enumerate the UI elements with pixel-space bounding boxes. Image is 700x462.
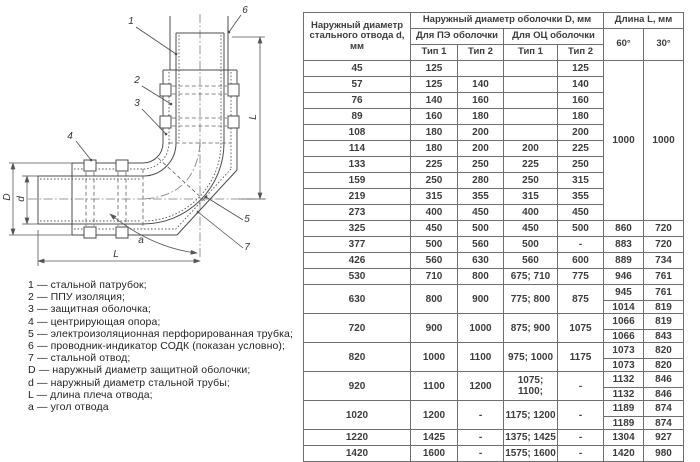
legend-list [28, 279, 293, 413]
table-cell: 560 [411, 253, 458, 269]
table-cell: 225 [411, 157, 458, 173]
table-cell [504, 77, 558, 93]
table-cell: 889 [604, 253, 644, 269]
table-cell [504, 109, 558, 125]
table-cell: 883 [604, 237, 644, 253]
table-row [304, 269, 684, 285]
table-cell: 1066 [604, 330, 644, 343]
table-cell: 225 [504, 157, 558, 173]
elbow-technical-drawing [0, 0, 300, 276]
table-row [304, 446, 684, 462]
table-cell: 875 [558, 285, 604, 314]
table-cell: 900 [458, 285, 504, 314]
table-cell: 160 [411, 109, 458, 125]
table-cell: 560 [504, 253, 558, 269]
table-cell: - [558, 372, 604, 401]
table-cell: 1420 [604, 446, 644, 462]
table-cell: 530 [304, 269, 411, 285]
table-cell: 1000 [644, 61, 684, 221]
callout-7 [197, 211, 251, 253]
table-cell: 874 [644, 417, 684, 430]
table-cell: 980 [644, 446, 684, 462]
table-cell: - [458, 446, 504, 462]
table-cell: 1132 [604, 388, 644, 401]
table-cell: 315 [504, 189, 558, 205]
table-cell: 946 [604, 269, 644, 285]
table-cell: 377 [304, 237, 411, 253]
table-cell: 720 [644, 237, 684, 253]
centering-supports [84, 84, 239, 238]
table-cell: 180 [411, 125, 458, 141]
table-cell: 1175 [558, 343, 604, 372]
table-cell: 108 [304, 125, 411, 141]
table-cell: 140 [411, 93, 458, 109]
table-cell: 250 [411, 173, 458, 189]
table-cell: 355 [458, 189, 504, 205]
table-cell: 250 [458, 157, 504, 173]
legend-item-4: 4 — центрирующая опора; [28, 315, 161, 328]
table-cell: - [558, 430, 604, 446]
table-cell: 125 [558, 61, 604, 77]
table-cell: 846 [644, 372, 684, 388]
table-cell: 1073 [604, 359, 644, 372]
callout-5-label: 5 [244, 214, 250, 225]
legend-item-L: L — длина плеча отвода; [28, 388, 153, 401]
table-cell: 1132 [604, 372, 644, 388]
table-row [304, 372, 684, 388]
legend-item-1: 1 — стальной патрубок; [28, 279, 147, 291]
table-cell: 820 [644, 343, 684, 359]
table-cell: 900 [411, 314, 458, 343]
table-cell: 1189 [604, 401, 644, 417]
table-cell: 560 [458, 237, 504, 253]
table-cell: 133 [304, 157, 411, 173]
table-cell: 180 [458, 109, 504, 125]
table-cell: 450 [411, 221, 458, 237]
dim-label-d: d [16, 196, 27, 202]
table-cell: 819 [644, 314, 684, 330]
header-cell-30deg: 30° [644, 29, 684, 61]
table-cell: 57 [304, 77, 411, 93]
table-cell: 630 [304, 285, 411, 314]
header-cell-type2: Тип 2 [458, 45, 504, 61]
table-cell: 315 [558, 173, 604, 189]
table-cell: 675; 710 [504, 269, 558, 285]
table-row [304, 314, 684, 330]
table-cell: 720 [304, 314, 411, 343]
table-cell: 250 [558, 157, 604, 173]
table-cell: 500 [411, 237, 458, 253]
centerlines [28, 14, 266, 258]
table-cell: 630 [458, 253, 504, 269]
table-row [304, 237, 684, 253]
table-cell: 860 [604, 221, 644, 237]
table-cell: 1075 [558, 314, 604, 343]
table-cell: 200 [504, 141, 558, 157]
table-cell: 200 [458, 125, 504, 141]
table-row [304, 401, 684, 417]
table-cell: 1014 [604, 301, 644, 314]
callout-5 [205, 196, 251, 225]
table-cell: 1420 [304, 446, 411, 462]
callout-3-label: 3 [134, 98, 140, 109]
callout-4-label: 4 [67, 131, 73, 142]
header-cell-oc: Для ОЦ оболочки [504, 29, 604, 45]
table-cell: 775 [558, 269, 604, 285]
table-cell: 710 [411, 269, 458, 285]
header-cell-d: Наружный диаметр стального отвода d, мм [304, 13, 411, 61]
header-cell-60deg: 60° [604, 29, 644, 61]
table-cell: 1000 [604, 61, 644, 221]
table-cell: 125 [411, 61, 458, 77]
callout-4 [67, 131, 92, 161]
table-cell: 180 [558, 109, 604, 125]
table-cell: 400 [411, 205, 458, 221]
table-row [304, 343, 684, 359]
legend-item-5: 5 — электроизоляционная перфорированная трубка; [28, 327, 293, 340]
table-cell: 140 [458, 77, 504, 93]
table-cell: 140 [558, 77, 604, 93]
table-cell: 761 [644, 269, 684, 285]
dim-label-angle: a [138, 235, 144, 246]
table-cell: 225 [558, 141, 604, 157]
pipe-outline [38, 16, 237, 235]
table-cell: 1073 [604, 343, 644, 359]
table-cell: 945 [604, 285, 644, 301]
dimensions-table [303, 12, 684, 462]
legend-item-2: 2 — ППУ изоляция; [28, 291, 126, 304]
table-cell: - [558, 446, 604, 462]
table-cell: 160 [458, 93, 504, 109]
table-cell: 450 [504, 221, 558, 237]
table-cell: 450 [458, 205, 504, 221]
header-cell-type2: Тип 2 [558, 45, 604, 61]
table-cell: 1189 [604, 417, 644, 430]
table-cell: 219 [304, 189, 411, 205]
table-cell: 1175; 1200 [504, 401, 558, 430]
table-cell: 45 [304, 61, 411, 77]
table-cell: 180 [411, 141, 458, 157]
table-row [304, 430, 684, 446]
table-cell: 160 [558, 93, 604, 109]
table-cell: 250 [504, 173, 558, 189]
dim-label-L-vertical: L [248, 114, 259, 120]
table-cell: 800 [411, 285, 458, 314]
table-cell: 159 [304, 173, 411, 189]
table-cell: 200 [458, 141, 504, 157]
header-cell-type1: Тип 1 [504, 45, 558, 61]
header-cell-shell-group: Наружный диаметр оболочки D, мм [411, 13, 604, 29]
table-cell: 1020 [304, 401, 411, 430]
dim-label-L-horizontal: L [113, 249, 119, 260]
table-cell: 843 [644, 330, 684, 343]
table-cell: 355 [558, 189, 604, 205]
table-cell: 600 [558, 253, 604, 269]
table-cell: 1425 [411, 430, 458, 446]
legend-item-6: 6 — проводник-индикатор СОДК (показан условно); [28, 340, 286, 353]
table-cell: 1000 [458, 314, 504, 343]
table-cell: - [558, 237, 604, 253]
table-cell: 200 [558, 125, 604, 141]
header-cell-length-group: Длина L, мм [604, 13, 684, 29]
table-cell: 1600 [411, 446, 458, 462]
table-cell [504, 61, 558, 77]
table-cell: 761 [644, 285, 684, 301]
table-row [304, 61, 684, 77]
legend-item-D: D — наружный диаметр защитной оболочки; [28, 364, 251, 377]
table-cell: 89 [304, 109, 411, 125]
table-cell [458, 61, 504, 77]
table-cell: 1000 [411, 343, 458, 372]
table-cell: 820 [304, 343, 411, 372]
callout-1-label: 1 [128, 16, 134, 27]
table-cell [504, 125, 558, 141]
table-cell: 874 [644, 401, 684, 417]
header-row [304, 13, 684, 29]
table-cell: 426 [304, 253, 411, 269]
table-cell: 500 [558, 221, 604, 237]
table-cell: 720 [644, 221, 684, 237]
table-cell: 920 [304, 372, 411, 401]
table-cell: 1220 [304, 430, 411, 446]
table-cell: 1075; 1100; [504, 372, 558, 401]
callout-2-label: 2 [134, 75, 140, 86]
table-cell: 1066 [604, 314, 644, 330]
table-cell: 927 [644, 430, 684, 446]
table-cell: 500 [504, 237, 558, 253]
legend-item-7: 7 — стальной отвод; [28, 352, 131, 365]
table-row [304, 253, 684, 269]
table-cell: 400 [504, 205, 558, 221]
table-cell: 1100 [458, 343, 504, 372]
table-cell: - [458, 401, 504, 430]
dim-label-D: D [2, 193, 13, 201]
table-cell: 820 [644, 359, 684, 372]
callout-6 [228, 5, 249, 33]
table-cell: 734 [644, 253, 684, 269]
table-cell: 1375; 1425 [504, 430, 558, 446]
table-cell: 315 [411, 189, 458, 205]
table-cell: 846 [644, 388, 684, 401]
legend-item-3: 3 — защитная оболочка; [28, 303, 151, 316]
table-cell [504, 93, 558, 109]
legend-item-d: d — наружный диаметр стальной трубы; [28, 376, 230, 389]
callout-6-label: 6 [242, 5, 248, 16]
table-cell: 875; 900 [504, 314, 558, 343]
header-cell-type1: Тип 1 [411, 45, 458, 61]
table-cell: 975; 1000 [504, 343, 558, 372]
table-cell: 76 [304, 93, 411, 109]
table-cell: 800 [458, 269, 504, 285]
table-cell: 125 [411, 77, 458, 93]
header-cell-pe: Для ПЭ оболочки [411, 29, 504, 45]
table-cell: 325 [304, 221, 411, 237]
table-cell: 1575; 1600 [504, 446, 558, 462]
table-cell: 1200 [411, 401, 458, 430]
table-cell: 819 [644, 301, 684, 314]
table-cell: 450 [558, 205, 604, 221]
table-row [304, 285, 684, 301]
table-cell: 775; 800 [504, 285, 558, 314]
table-cell: 280 [458, 173, 504, 189]
table-cell: - [558, 401, 604, 430]
callout-7-label: 7 [244, 242, 250, 253]
table-cell: 114 [304, 141, 411, 157]
table-cell: 1200 [458, 372, 504, 401]
table-cell: 273 [304, 205, 411, 221]
table-row [304, 221, 684, 237]
table-cell: 1304 [604, 430, 644, 446]
table-cell: 1100 [411, 372, 458, 401]
table-cell: - [458, 430, 504, 446]
legend-item-a: a — угол отвода [28, 401, 109, 414]
table-cell: 500 [458, 221, 504, 237]
dimension-d [16, 176, 38, 224]
